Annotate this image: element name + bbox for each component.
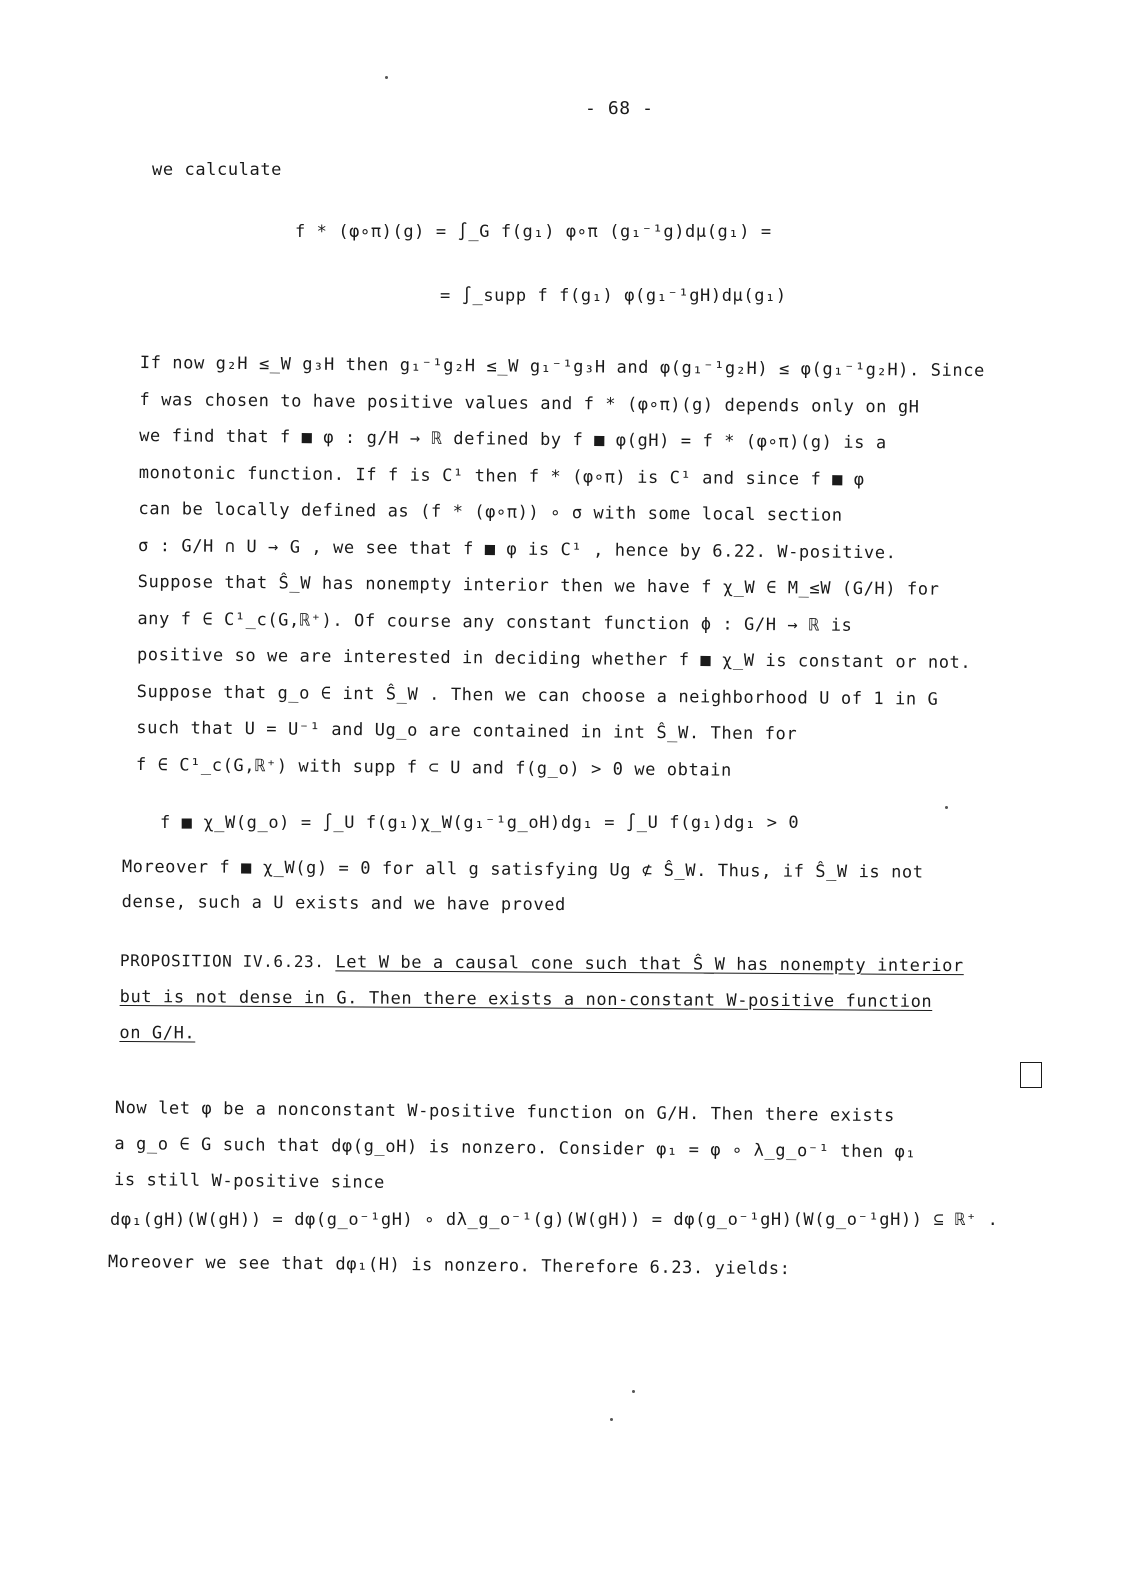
equation-differential: dφ₁(gH)(W(gH)) = dφ(g_o⁻¹gH) ∘ dλ_g_o⁻¹(g)(W(gH)) = dφ(g_o⁻¹gH)(W(g_o⁻¹gH)) ⊆ ℝ⁺ .: [110, 1210, 999, 1230]
proposition-statement: on G/H.: [119, 1022, 196, 1044]
text-line: f ∈ C¹_c(G,ℝ⁺) with supp f ⊂ U and f(g_o) > 0 we obtain: [135, 754, 732, 781]
scan-speck: [945, 806, 948, 809]
text-line: If now g₂H ≤_W g₃H then g₁⁻¹g₂H ≤_W g₁⁻¹g₃H and φ(g₁⁻¹g₂H) ≤ φ(g₁⁻¹g₂H). Since: [139, 352, 986, 382]
equation-support-integral: = ∫_supp f f(g₁) φ(g₁⁻¹gH)dμ(g₁): [440, 286, 787, 306]
scan-speck: [632, 1390, 635, 1393]
text-line: such that U = U⁻¹ and Ug_o are contained in int Ŝ_W. Then for: [136, 717, 798, 745]
text-line: is still W-positive since: [113, 1169, 386, 1193]
scan-speck: [385, 76, 388, 79]
intro-text: we calculate: [152, 160, 283, 180]
paragraph-density: [122, 850, 924, 926]
equation-convolution: f * (φ∘π)(g) = ∫_G f(g₁) φ∘π (g₁⁻¹g)dμ(g₁) =: [295, 222, 772, 242]
text-line: Suppose that g_o ∈ int Ŝ_W . Then we can choose a neighborhood U of 1 in G: [136, 681, 939, 710]
qed-box: [1020, 1062, 1042, 1088]
text-line: Suppose that Ŝ_W has nonempty interior then we have f χ_W ∈ M_≤W (G/H) for: [137, 571, 940, 600]
paragraph-monotonic-argument: [136, 345, 985, 791]
equation-positivity: f ■ χ_W(g_o) = ∫_U f(g₁)χ_W(g₁⁻¹g_oH)dg₁ = ∫_U f(g₁)dg₁ > 0: [160, 813, 800, 833]
text-line: f was chosen to have positive values and f * (φ∘π)(g) depends only on gH: [139, 389, 920, 417]
proposition-statement: Let W be a causal cone such that Ŝ_W has nonempty interior: [335, 952, 964, 977]
proposition-block: [119, 943, 964, 1056]
proposition-label: PROPOSITION IV.6.23.: [119, 950, 325, 972]
text-line: positive so we are interested in deciding whether f ■ χ_W is constant or not.: [136, 644, 972, 673]
paragraph-nonconstant-function: [114, 1090, 917, 1206]
text-line: monotonic function. If f is C¹ then f * (φ∘π) is C¹ and since f ■ φ: [138, 462, 865, 490]
text-line: σ : G/H ∩ U → G , we see that f ■ φ is C¹ , hence by 6.22. W-positive.: [137, 535, 897, 563]
text-line: we find that f ■ φ : g/H → ℝ defined by f ■ φ(gH) = f * (φ∘π)(g) is a: [139, 425, 887, 454]
scan-speck: [610, 1418, 613, 1421]
page-number: - 68 -: [585, 98, 654, 119]
text-line: a g_o ∈ G such that dφ(g_oH) is nonzero. Consider φ₁ = φ ∘ λ_g_o⁻¹ then φ₁: [114, 1133, 917, 1163]
paragraph-conclusion: Moreover we see that dφ₁(H) is nonzero. Therefore 6.23. yields:: [107, 1252, 791, 1280]
text-line: Now let φ be a nonconstant W-positive function on G/H. Then there exists: [114, 1097, 895, 1127]
text-line: can be locally defined as (f * (φ∘π)) ∘ σ with some local section: [138, 498, 843, 526]
text-line: dense, such a U exists and we have proved: [121, 891, 566, 916]
text-line: any f ∈ C¹_c(G,ℝ⁺). Of course any constant function ϕ : G/H → ℝ is: [137, 608, 853, 636]
proposition-statement: but is not dense in G. Then there exists a non-constant W-positive function: [119, 986, 933, 1012]
text-line: Moreover f ■ χ_W(g) = 0 for all g satisfying Ug ⊄ Ŝ_W. Thus, if Ŝ_W is not: [121, 856, 924, 883]
